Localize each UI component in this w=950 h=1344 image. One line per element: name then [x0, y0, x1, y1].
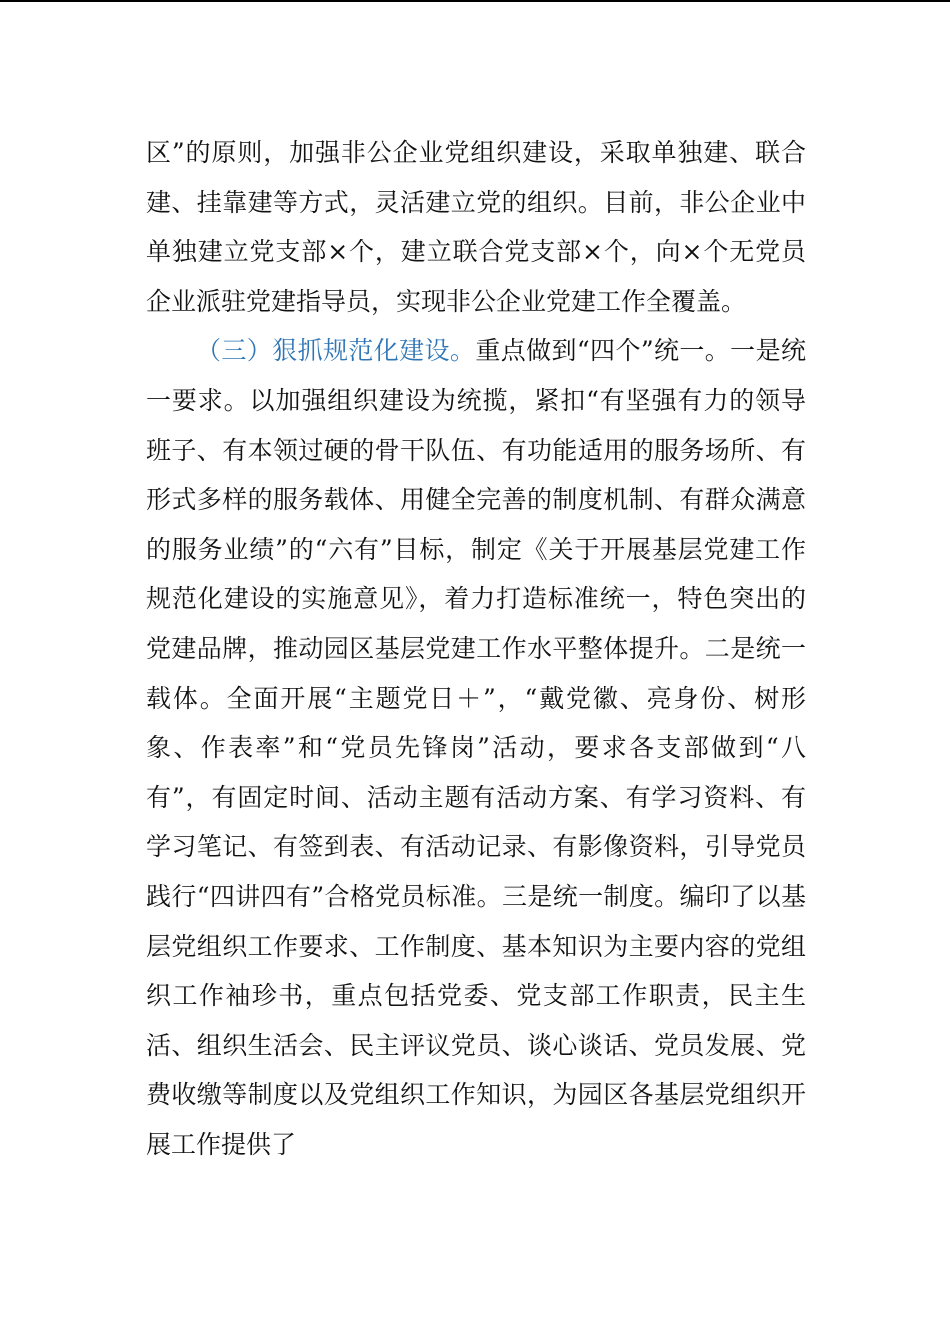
paragraph-continuation — [146, 128, 806, 326]
top-border-line — [0, 0, 950, 2]
paragraph-text: 重点做到“四个”统一。一是统一要求。以加强组织建设为统揽，紧扣“有坚强有力的领导班子、有本领过硬的骨干队伍、有功能适用的服务场所、有形式多样的服务载体、用健全完善的制度机制、有群众满意的服务业绩”的“六有”目标，制定《关于开展基层党建工作规范化建设的实施意见》，着力打造标准统一，特色突出的党建品牌，推动园区基层党建工作水平整体提升。二是统一载体。全面开展“主题党日＋”，“戴党徽、亮身份、树形象、作表率”和“党员先锋岗”活动，要求各支部做到“八有”，有固定时间、活动主题有活动方案、有学习资料、有学习笔记、有签到表、有活动记录、有影像资料，引导党员践行“四讲四有”合格党员标准。三是统一制度。编印了以基层党组织工作要求、工作制度、基本知识为主要内容的党组织工作袖珍书，重点包括党委、党支部工作职责，民主生活、组织生活会、民主评议党员、谈心谈话、党员发展、党费收缴等制度以及党组织工作知识，为园区各基层党组织开展工作提供了 — [146, 336, 806, 1159]
section-heading: （三）狠抓规范化建设。 — [196, 336, 476, 366]
document-body — [146, 128, 806, 1169]
paragraph-text: 区”的原则，加强非公企业党组织建设，采取单独建、联合建、挂靠建等方式，灵活建立党的组织。目前，非公企业中单独建立党支部×个，建立联合党支部×个，向×个无党员企业派驻党建指导员，实现非公企业党建工作全覆盖。 — [146, 138, 806, 316]
paragraph-standardization — [146, 326, 806, 1169]
